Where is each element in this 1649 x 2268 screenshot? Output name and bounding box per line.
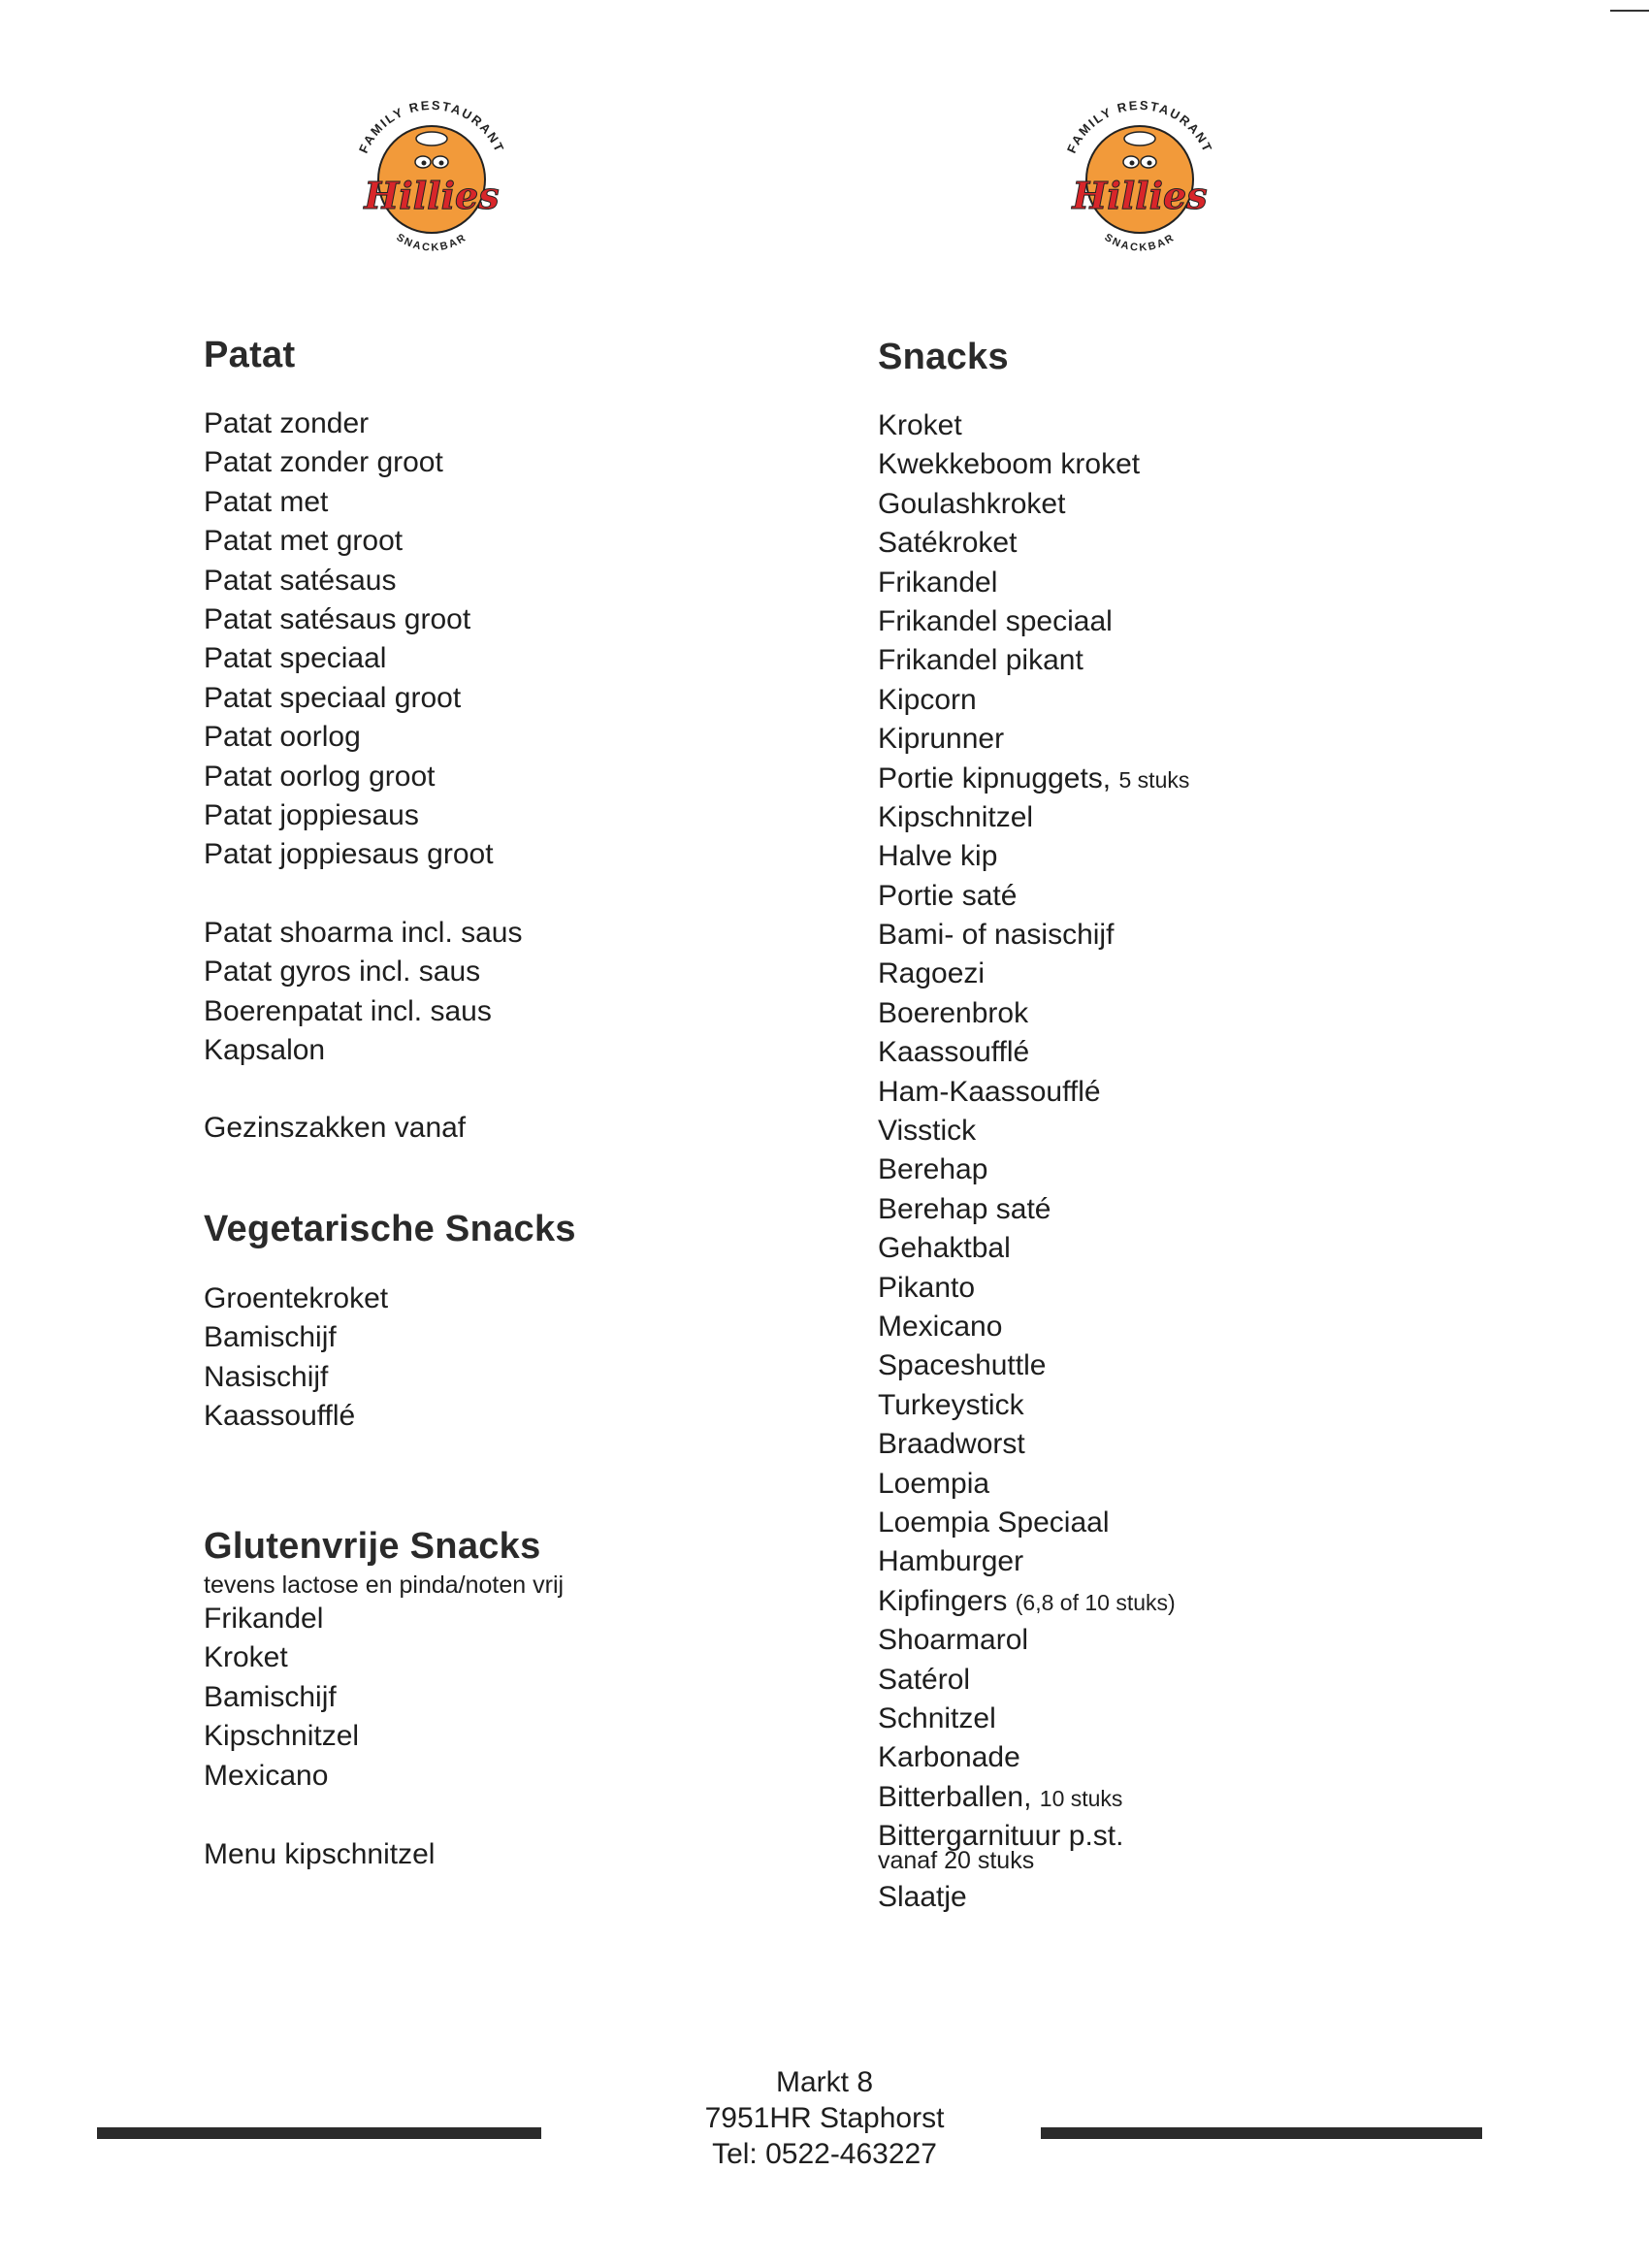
- menu-item-name: Frikandel pikant: [878, 644, 1083, 677]
- logo-bottom-text: SNACKBAR: [394, 231, 469, 254]
- menu-item: [878, 798, 1189, 837]
- menu-item: [878, 1700, 1189, 1738]
- menu-item: Patat met groot: [204, 525, 404, 558]
- logo-top-text: FAMILY RESTAURANT: [355, 97, 508, 156]
- menu-item: [878, 1308, 1189, 1346]
- logo-bottom-text: SNACKBAR: [1102, 231, 1178, 254]
- svg-text:SNACKBAR: [394, 232, 469, 254]
- menu-item-name: Kipcorn: [878, 683, 977, 716]
- menu-item-name: Kipschnitzel: [878, 800, 1034, 833]
- menu-item-name: Hamburger: [878, 1545, 1024, 1578]
- menu-item: [878, 406, 1189, 445]
- menu-item-name: Satékroket: [878, 527, 1018, 560]
- city-address: 7951HR Staphorst: [704, 2102, 945, 2134]
- menu-item-name: Karbonade: [878, 1741, 1020, 1774]
- menu-item: Kipschnitzel: [204, 1720, 360, 1753]
- menu-item-name: Shoarmarol: [878, 1624, 1029, 1657]
- menu-item: [878, 1190, 1189, 1229]
- menu-item-name: Spaceshuttle: [878, 1349, 1047, 1382]
- menu-item-name: Bittergarnituur p.st.: [878, 1820, 1124, 1853]
- menu-item: [878, 1582, 1189, 1621]
- patat-extra-list: [204, 914, 523, 1071]
- menu-item: Frikandel: [204, 1603, 324, 1635]
- menu-item-name: Kwekkeboom kroket: [878, 448, 1141, 481]
- menu-item: Patat oorlog: [204, 721, 361, 754]
- vegetarian-heading: Vegetarische Snacks: [204, 1209, 576, 1249]
- menu-item-name: Berehap: [878, 1153, 988, 1186]
- menu-item-name: Gehaktbal: [878, 1232, 1011, 1265]
- menu-item-name: Satérol: [878, 1663, 971, 1696]
- menu-kipschnitzel-item: Menu kipschnitzel: [204, 1838, 436, 1870]
- menu-item-name: Pikanto: [878, 1271, 976, 1304]
- snacks-heading: Snacks: [878, 337, 1009, 377]
- menu-item: [878, 1073, 1189, 1112]
- menu-item: [878, 1621, 1189, 1660]
- patat-list: [204, 405, 494, 875]
- menu-item: Patat joppiesaus: [204, 798, 419, 831]
- menu-item-name: Mexicano: [878, 1310, 1003, 1343]
- menu-item: Kroket: [204, 1641, 288, 1674]
- menu-item-name: Frikandel speciaal: [878, 604, 1113, 637]
- menu-item: Patat speciaal: [204, 642, 387, 675]
- menu-item: [878, 994, 1189, 1033]
- menu-item: [878, 524, 1189, 563]
- menu-item: [878, 1386, 1189, 1425]
- menu-item-name: Loempia Speciaal: [878, 1506, 1110, 1539]
- menu-item: Kaassoufflé: [204, 1400, 356, 1433]
- menu-item: Slaatje: [878, 1881, 967, 1913]
- restaurant-logo: [335, 82, 529, 276]
- menu-item-name: Frikandel: [878, 566, 998, 599]
- snacks-list: [878, 406, 1189, 1856]
- menu-item-name: Berehap saté: [878, 1192, 1051, 1225]
- glutenfree-list: [204, 1600, 359, 1796]
- menu-item: Patat joppiesaus groot: [204, 838, 494, 871]
- logo-top-text: FAMILY RESTAURANT: [1063, 97, 1216, 156]
- menu-item: Patat zonder groot: [204, 446, 443, 479]
- restaurant-logo: [1043, 82, 1237, 276]
- menu-item-name: Braadworst: [878, 1428, 1025, 1461]
- menu-item: Bamischijf: [204, 1321, 337, 1354]
- menu-item: [878, 485, 1189, 524]
- menu-item: [878, 445, 1189, 484]
- menu-item-name: Bitterballen,: [878, 1780, 1032, 1813]
- menu-item: [878, 1778, 1189, 1817]
- menu-item: Patat gyros incl. saus: [204, 956, 481, 988]
- menu-item-name: Turkeystick: [878, 1388, 1024, 1421]
- menu-item: [878, 720, 1189, 759]
- menu-item: Bamischijf: [204, 1680, 337, 1713]
- menu-item: Patat zonder: [204, 407, 370, 439]
- menu-item-name: Ragoezi: [878, 957, 986, 990]
- menu-item-note: 10 stuks: [1039, 1785, 1123, 1811]
- menu-item: [878, 564, 1189, 602]
- menu-item-name: Visstick: [878, 1115, 977, 1148]
- menu-item: Kapsalon: [204, 1034, 326, 1067]
- menu-item-note: (6,8 of 10 stuks): [1015, 1589, 1176, 1615]
- menu-item: [878, 1661, 1189, 1700]
- glutenfree-heading: Glutenvrije Snacks: [204, 1526, 541, 1567]
- menu-item: [878, 916, 1189, 955]
- logo-name: Hillies: [1072, 174, 1208, 217]
- menu-item: Patat satésaus: [204, 564, 397, 597]
- menu-item-name: Kiprunner: [878, 723, 1005, 756]
- menu-item: [878, 1033, 1189, 1072]
- vegetarian-list: [204, 1280, 388, 1437]
- bittergarnituur-note: vanaf 20 stuks: [878, 1847, 1035, 1874]
- menu-item-name: Schnitzel: [878, 1701, 996, 1734]
- menu-item: [878, 641, 1189, 680]
- menu-item: [878, 1346, 1189, 1385]
- footer-address: [0, 2064, 1649, 2172]
- svg-text:SNACKBAR: [1102, 232, 1177, 254]
- menu-item: Patat met: [204, 485, 329, 518]
- logo-name: Hillies: [364, 174, 500, 217]
- menu-item: [878, 955, 1189, 993]
- menu-item-name: Kaassoufflé: [878, 1036, 1030, 1069]
- menu-item: [878, 602, 1189, 641]
- patat-heading: Patat: [204, 335, 296, 375]
- menu-item: Patat satésaus groot: [204, 602, 471, 635]
- menu-item-name: Ham-Kaassoufflé: [878, 1075, 1101, 1108]
- menu-item: [878, 760, 1189, 798]
- menu-item-name: Portie saté: [878, 879, 1018, 912]
- phone-number: Tel: 0522-463227: [712, 2138, 937, 2170]
- menu-item-name: Kipfingers: [878, 1584, 1008, 1617]
- menu-item-name: Loempia: [878, 1467, 990, 1500]
- corner-mark: [1610, 10, 1649, 12]
- menu-item: [878, 1269, 1189, 1308]
- menu-item: [878, 1738, 1189, 1777]
- menu-item: Nasischijf: [204, 1360, 329, 1393]
- menu-item-name: Kroket: [878, 409, 962, 441]
- menu-item: Groentekroket: [204, 1282, 389, 1314]
- menu-item: Boerenpatat incl. saus: [204, 994, 492, 1027]
- menu-item-name: Portie kipnuggets,: [878, 761, 1112, 794]
- street-address: Markt 8: [775, 2066, 874, 2098]
- glutenfree-subtitle: tevens lactose en pinda/noten vrij: [204, 1571, 565, 1599]
- menu-item: Patat shoarma incl. saus: [204, 917, 523, 949]
- menu-item: Mexicano: [204, 1759, 329, 1792]
- menu-item: [878, 1465, 1189, 1504]
- menu-item-name: Boerenbrok: [878, 996, 1029, 1029]
- menu-item: [878, 1229, 1189, 1268]
- menu-item: [878, 1504, 1189, 1542]
- menu-item: [878, 837, 1189, 876]
- menu-item: [878, 1112, 1189, 1150]
- menu-item: [878, 681, 1189, 720]
- menu-item-name: Goulashkroket: [878, 487, 1066, 520]
- menu-item: Patat speciaal groot: [204, 681, 462, 714]
- menu-item: Patat oorlog groot: [204, 760, 436, 793]
- menu-item: [878, 1150, 1189, 1189]
- menu-item: [878, 1425, 1189, 1464]
- menu-item-name: Halve kip: [878, 840, 998, 873]
- menu-item-name: Bami- of nasischijf: [878, 919, 1115, 952]
- menu-item: [878, 1542, 1189, 1581]
- menu-item-note: 5 stuks: [1118, 766, 1190, 793]
- menu-item: [878, 877, 1189, 916]
- family-bags-item: Gezinszakken vanaf: [204, 1112, 467, 1144]
